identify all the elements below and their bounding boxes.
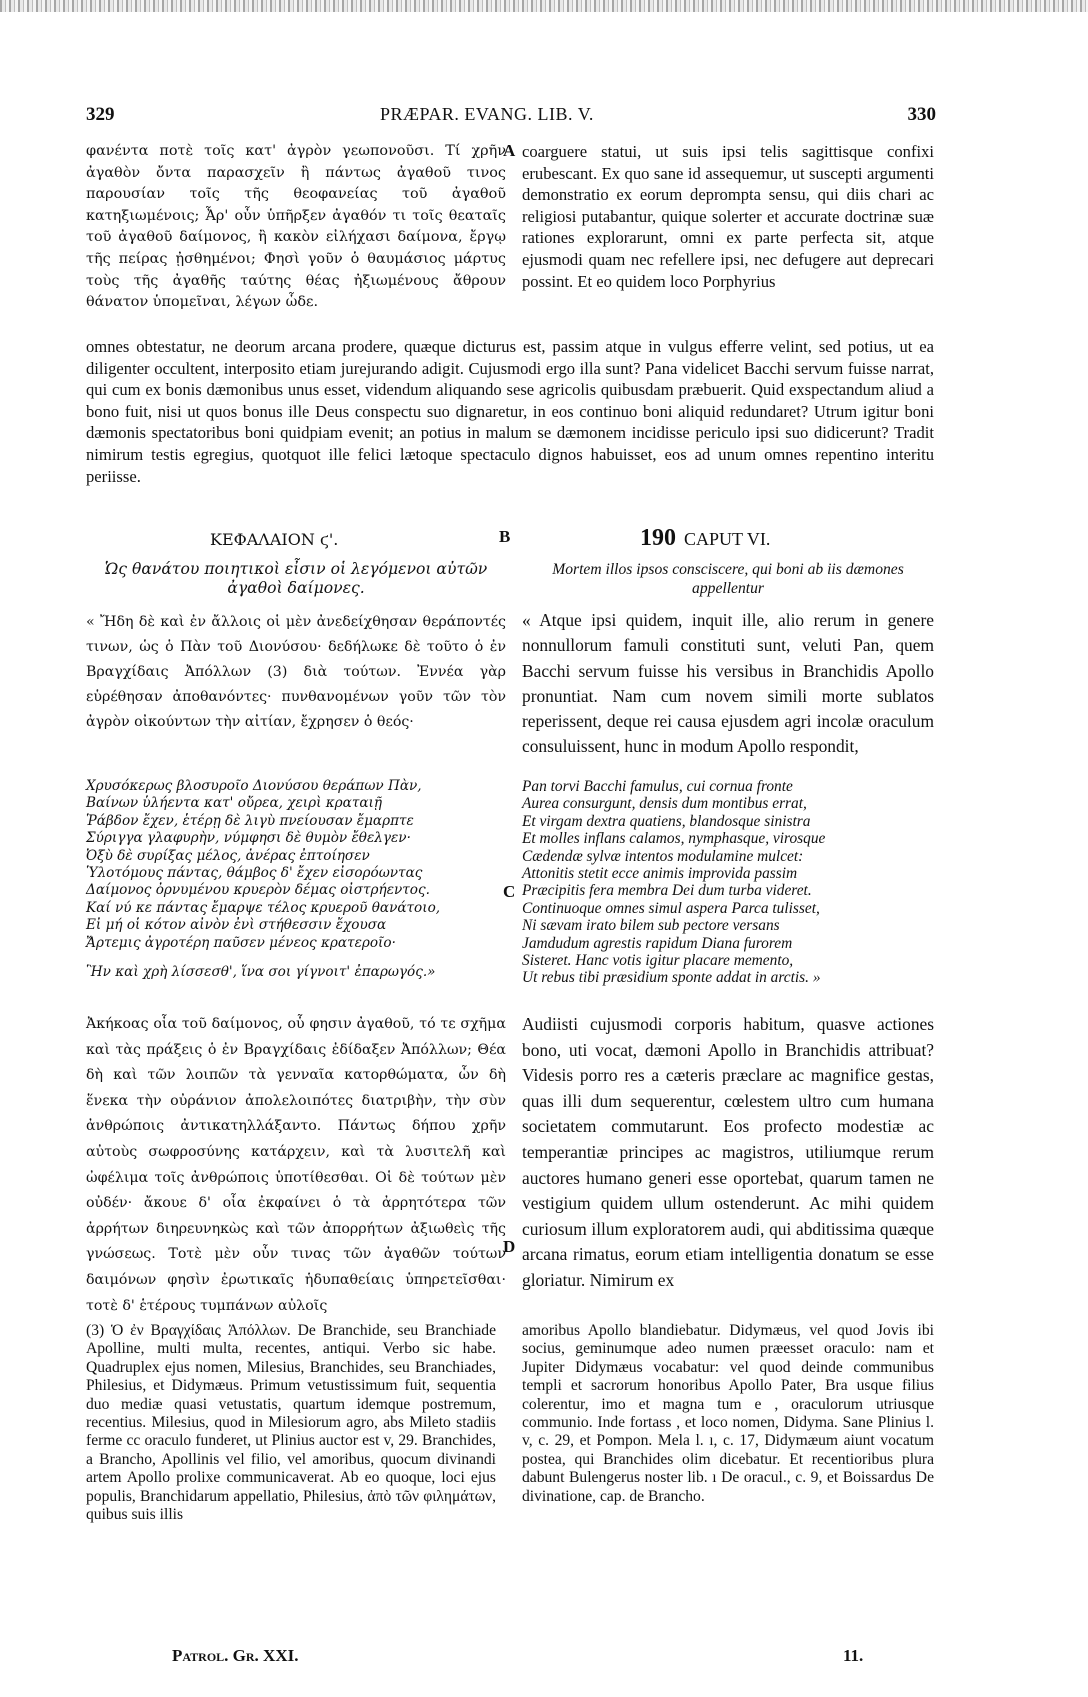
latin-chapter-title: Mortem illos ipsos consciscere, qui boni ab iis dæmones appellentur xyxy=(552,561,904,597)
margin-letter-c: C xyxy=(503,882,516,901)
chapter-number: 190 xyxy=(640,525,676,551)
running-title: PRÆPAR. EVANG. LIB. V. xyxy=(380,104,594,124)
page-number-right: 330 xyxy=(907,104,936,125)
poem-line: Et molles inflans calamos, nymphasque, virosque xyxy=(522,830,826,848)
poem-line: Εἰ μή οἱ κότον αἰνὸν ἐνὶ στήθεσσιν ἔχουσα xyxy=(86,917,387,934)
poem-line: Χρυσόκερως βλοσυροῖο Διονύσου θεράπων Πὰν, xyxy=(86,778,422,794)
footer-volume: Patrol. Gr. XXI. xyxy=(172,1646,299,1665)
poem-line: Ὀξὺ δὲ συρίξας μέλος, ἀνέρας ἐπτοίησεν xyxy=(86,847,370,864)
poem-line: Ῥάβδον ἔχεν, ἑτέρῃ δὲ λιγὺ πνείουσαν ἔμαρπτε xyxy=(86,812,414,829)
margin-letter-d: D xyxy=(503,1237,516,1256)
poem-line: Præcipitis fera membra Dei dum turba videret. xyxy=(522,882,812,900)
footer-signature: 11. xyxy=(843,1646,864,1665)
poem-line: Ὑλοτόμους πάντας, θάμβος δ' ἔχεν εἰσορόωντας xyxy=(86,865,423,882)
poem-line: Δαίμονος ὀρνυμένου κρυερὸν δέμας οἰστρήεντος. xyxy=(86,882,430,899)
greek-chapter-title: Ὡς θανάτου ποιητικοὶ εἶσιν οἱ λεγόμενοι αὐτῶν ἀγαθοὶ δαίμονες. xyxy=(104,560,488,597)
running-header xyxy=(0,104,1088,130)
latin-full-width: omnes obtestatur, ne deorum arcana prodere, quæque dicturus est, passim atque in vulgus efferre velint, sed potius, ut ea diligenter occultent, interposito etiam jurejurando adigit. Cujusmodi ergo illa sunt? Pana videlicet Bacchi servum fuisse narrat, qui cum ex bonis dæmonibus unus esset, videndum aliquando sese agricolis quibusdam præbuerit. Quid exspectandum aliud a bono fuit, nisi ut quos bonus ille Deus conspectu suo dignaretur, in eos continuo boni aliquid redundaret? Utrum igitur boni dæmonis spectatoribus boni quidpiam evenit; an potius in malum se dæmonem incidisse periculo ipsi suo didicerunt? Tradit nimirum testis egregius, quotquot ille felici lætoque spectaculo dignos habuisset, eos ad unum omnes repentino interitu periisse. xyxy=(86,337,934,486)
poem-line: Pan torvi Bacchi famulus, cui cornua fronte xyxy=(522,778,793,795)
greek-chapter-heading: ΚΕΦΑΛΑΙΟΝ ϛ'. xyxy=(210,530,339,549)
greek-intro-paragraph: « Ἤδη δὲ καὶ ἐν ἄλλοις οἱ μὲν ἀνεδείχθησαν θεράποντές τινων, ὡς ὁ Πὰν τοῦ Διονύσου· δεδήλωκε δὲ τοῦτο ὁ ἐν Βραγχίδαις Ἀπόλλων (3) διὰ τούτων. Ἐννέα γὰρ εὑρέθησαν ἀποθανόντες· πυνθανομένων γοῦν τῶν τὸν ἀγρὸν οἰκούντων τὴν αἰτίαν, ἔχρησεν ὁ θεός· xyxy=(86,614,506,730)
poem-line: Ni sævam irato bilem sub pectore versans xyxy=(522,917,780,935)
poem-line: Ut rebus tibi præsidium sponte addat in arctis. » xyxy=(522,969,821,987)
latin-body-paragraph: Audiisti cujusmodi corporis habitum, quasve actiones bono, uti vocat, dæmoni Apollo in Branchidis attribuat? Videsis porro res a cæteris præclare ac magnifice gestas, quas illi dum sequerentur, cœlestem ultro cum humana societatem commutarunt. Eos profecto modestiæ ac temperantiæ principes ac magistros, utiliumque rerum auctores humano generi esse oportebat, quarum tamen ne vestigium quidem ullum ostenderunt. Ac mihi quidem curiosum illum exploratorem audi, qui abditissima quæque arcana rimatus, eorum etiam intelligentia donatum se esse gloriatur. Nimirum ex xyxy=(522,1014,934,1290)
poem-line: Attonitis stetit ecce animis improvida passim xyxy=(522,865,798,883)
margin-letter-a: A xyxy=(503,141,516,160)
poem-line: Sisteret. Hanc votis igitur placare memento, xyxy=(522,952,794,970)
poem-line: Καί νύ κε πάντας ἔμαρψε τέλος κρυεροῦ θανάτοιο, xyxy=(86,899,441,916)
poem-line: Βαίνων ὑλήεντα κατ' οὔρεα, χειρὶ κραταιῇ xyxy=(86,795,383,812)
footnote-right: amoribus Apollo blandiebatur. Didymæus, vel quod Jovis ibi socius, geminumque adeo numen præesset oraculo: nam et Jupiter Didymæus vocabatur: vel quod deinde communibus templi et sacrorum honoribus Apollo Pater, Bra usque filius colerentur, imo et magna tum e , oraculorum utriusque communio. Inde fortass , et loco nomen, Didyma. Sane Plinius l. v, c. 29, et Pompon. Mela l. ı, c. 17, Didymæum aiunt vocatum postea, qui Branchides olim dicebatur. Et recentioribus plura dabunt Bulengerus noster lib. ı De oracul., c. 9, et Boissardus De divinatione, cap. de Brancho. xyxy=(522,1322,934,1505)
scan-top-edge xyxy=(0,0,1088,12)
poem-line: Ἣν καὶ χρὴ λίσσεσθ', ἵνα σοι γίγνοιτ' ἐπαρωγός.» xyxy=(86,964,436,981)
poem-line: Ἄρτεμις ἀγροτέρη παῦσεν μένεος κρατεροῖο· xyxy=(86,934,396,951)
poem-line: Cædendæ sylvæ intentos modulamine mulcet: xyxy=(522,847,804,865)
chapter-label: CAPUT VI. xyxy=(684,529,771,549)
margin-letter-b: B xyxy=(499,527,511,546)
poem-line: Aurea consurgunt, densis dum montibus errat, xyxy=(522,795,807,813)
latin-column-top: coarguere statui, ut suis ipsi telis sagittisque confixi erubescant. Ex quo sane id assequemur, ut suscepti argumenti demonstratio ex eorum deprompta sensu, qui diis chari ac religiosi putabantur, quique solerter et accurate doctrinæ suæ rationes explorarunt, omni ex parte perfecta sit, atque ejusmodi quam nec refellere ipsi, nec defugere aut deprecari possint. Et eo quidem loco Porphyrius xyxy=(522,142,934,291)
greek-oracle-poem xyxy=(86,778,440,981)
latin-chapter-heading xyxy=(640,525,770,552)
poem-line: Continuoque omnes simul aspera Parca tulisset, xyxy=(522,899,820,917)
footnote-left: (3) Ὁ ἐν Βραγχίδαις Ἀπόλλων. De Branchide, seu Branchiade Apolline, multi multa, recentes, antiqui. Verbo sic habe. Quadruplex ejus nomen, Milesius, Branchides, seu Branchiades, Philesius, et Didymæus. Primum vetustissimum fuit, sequentia duo mediæ quasi vetustatis, quartum idemque postremum, recentius. Milesius, quod in Milesiorum agro, abs Mileto stadiis ferme cc oraculo funderet, ut Plinius auctor est v, 29. Branchides, a Brancho, Apollinis vel filio, vel amoribus, quocum divinandi artem Apollo prolixe communicaverat. Ab eo quoque, loci ejus populis, Branchidarum appellatio, Philesius, ἀπὸ τῶν φιλημάτων, quibus suis illis xyxy=(86,1322,496,1524)
greek-body-paragraph: Ἀκήκοας οἷα τοῦ δαίμονος, οὗ φησιν ἀγαθοῦ, τό τε σχῆμα καὶ τὰς πράξεις ὁ ἐν Βραγχίδαις ἐδίδαξεν Ἀπόλλων; Θέα δὴ καὶ τῶν λοιπῶν τὰ γενναῖα κατορθώματα, ὧν δὴ ἕνεκα τὴν οὐράνιον ἀπολελοιπότες διατριβὴν, τὴν σὺν ἀνθρώποις ἀντικατηλλάξαντο. Πάντως δήπου χρῆν αὐτοὺς σωφροσύνης κατάρχειν, καὶ τὰ λυσιτελῆ καὶ ὠφέλιμα τοῖς ἀνθρώποις ὑποτίθεσθαι. Οἱ δὲ τούτων μὲν οὐδέν· ἄκουε δ' οἷα ἐκφαίνει ὁ τὰ ἀρρητότερα τῶν ἀρρήτων διηρευνηκὼς καὶ τῶν ἀπορρήτων ἀξιωθεὶς τῆς γνώσεως. Τοτὲ μὲν οὖν τινας τῶν ἀγαθῶν τούτων δαιμόνων φησὶν ἐρωτικαῖς ἡδυπαθείαις ὑπηρετεῖσθαι· τοτὲ δ' ἑτέρους τυμπάνων αὐλοῖς xyxy=(86,1016,506,1314)
poem-line: Jamdudum agrestis rapidum Diana furorem xyxy=(522,934,793,952)
latin-intro-paragraph: « Atque ipsi quidem, inquit ille, alio rerum in genere nonnullorum famuli constituti sunt, veluti Pan, quem Bacchi servum fuisse his versibus in Branchidis Apollo pronuntiat. Nam cum novem simili morte sublatos reperissent, deque rei causa ejusdem agri incolæ oraculum consuluissent, hunc in modum Apollo respondit, xyxy=(522,610,934,757)
poem-line: Et virgam dextra quatiens, blandosque sinistra xyxy=(522,812,811,830)
page-number-left: 329 xyxy=(86,104,115,125)
greek-column-top: φανέντα ποτὲ τοῖς κατ' ἀγρὸν γεωπονοῦσι. Τί χρῆν ἀγαθὸν ὄντα παρασχεῖν ἢ πάντως ἀγαθοῦ τινος παρουσίαν τοῖς τῆς θεοφανείας τοῦ ἀγαθοῦ κατηξιωμένοις; Ἆρ' οὖν ὑπῆρξεν ἀγαθόν τι τοῖς θεαταῖς τοῦ ἀγαθοῦ δαίμονος, ἢ κακὸν εἰλήχασι δαίμονα, ἔργῳ τῆς πείρας ᾐσθημένοι; Φησὶ γοῦν ὁ θαυμάσιος μάρτυς τοὺς τῆς ἀγαθῆς ταύτης θέας ἠξιωμένους ἄθρουν θάνατον ὑπομεῖναι, λέγων ὧδε. xyxy=(86,143,506,311)
latin-oracle-poem xyxy=(522,778,825,987)
poem-line: Σύριγγα γλαφυρὴν, νύμφησι δὲ θυμὸν ἔθελγεν· xyxy=(86,830,411,847)
